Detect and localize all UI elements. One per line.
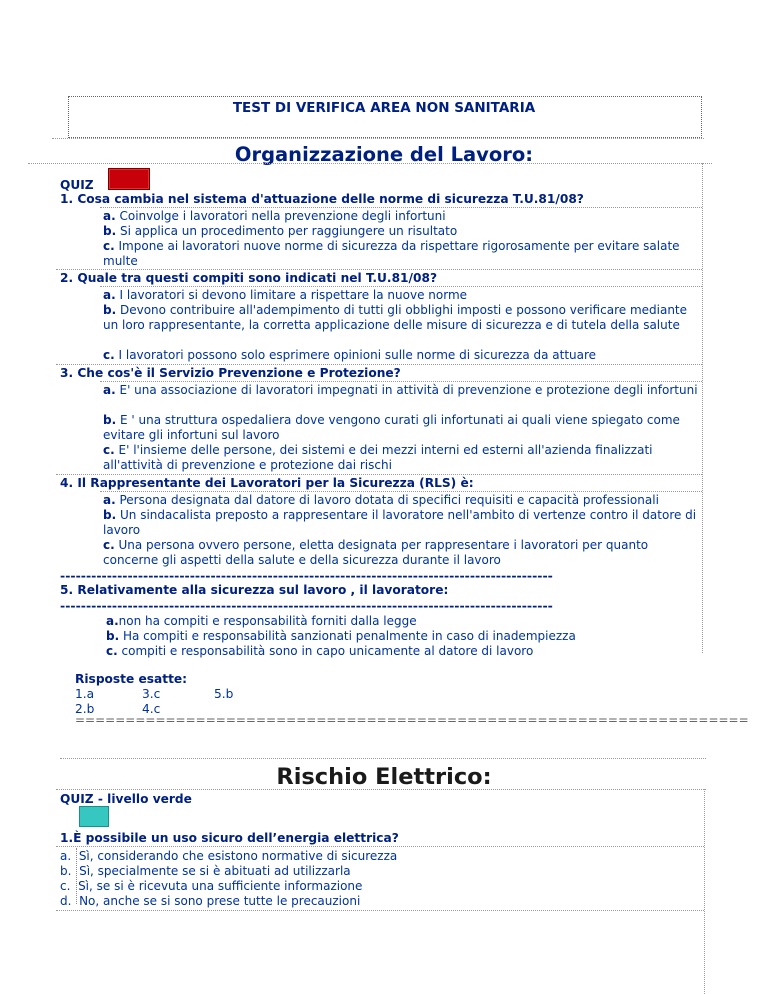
divider [56,364,702,365]
answer-key: 5.b [214,687,234,701]
page-title: TEST DI VERIFICA AREA NON SANITARIA [232,100,536,116]
quiz-label: QUIZ [60,178,94,192]
dashed-separator: ----------------------------------------------------------------------------------------------- [60,598,553,613]
divider [704,789,705,994]
divider [56,789,706,790]
question-3: 3. Che cos'è il Servizio Prevenzione e Protezione? [60,366,401,380]
answer-1b: b. Si applica un procedimento per raggiungere un risultato [103,224,458,238]
answer-1a: a. Coinvolge i lavoratori nella prevenzione degli infortuni [103,209,446,223]
section-title-rischio: Rischio Elettrico: [276,764,492,790]
option-c: c. Sì, se si è ricevuta una sufficiente informazione [60,879,363,893]
quiz-label: QUIZ - livello verde [60,792,192,806]
answer-2a: a. I lavoratori si devono limitare a rispettare la nuove norme [103,288,468,302]
answer-5b: b. Ha compiti e responsabilità sanzionati penalmente in caso di inadempiezza [106,629,576,643]
divider [56,269,702,270]
divider [56,846,704,847]
question-1: 1. Cosa cambia nel sistema d'attuazione delle norme di sicurezza T.U.81/08? [60,192,584,206]
answer-4c: c. Una persona ovvero persone, eletta designata per rappresentare i lavoratori per quanto concerne gli aspetti della salute e della sicurezza durante il lavoro [103,538,649,568]
divider [56,474,702,475]
answer-3a: a. E' una associazione di lavoratori impegnati in attività di prevenzione e protezione degli infortuni [103,383,698,397]
quiz-button[interactable] [108,168,150,190]
option-a: a. Sì, considerando che esistono normative di sicurezza [60,849,398,863]
question-5: 5. Relativamente alla sicurezza sul lavoro , il lavoratore: [60,583,449,597]
divider [702,163,703,653]
answer-3c: c. E' l'insieme delle persone, dei sistemi e dei mezzi interni ed esterni all'azienda finalizzati all'attività di prevenzione e protezione dai rischi [103,443,653,473]
answer-4a: a. Persona designata dal datore di lavoro dotata di specifici requisiti e capacità professionali [103,493,659,507]
answer-2c: c. I lavoratori possono solo esprimere opinioni sulle norme di sicurezza da attuare [103,348,597,362]
divider [56,910,704,911]
answer-1c: c. Impone ai lavoratori nuove norme di sicurezza da rispettare rigorosamente per evitare salate multe [103,239,680,269]
question-1: 1.È possibile un uso sicuro dell’energia elettrica? [60,831,399,845]
answer-key: 2.b [75,702,95,716]
section-title-organizzazione: Organizzazione del Lavoro: [234,143,534,166]
answer-2b: b. Devono contribuire all'adempimento di tutti gli obblighi imposti e possono verificare mediante un loro rappresentante, la corretta applicazione delle misure di sicurezza e di tutela della salute [103,303,688,333]
divider [100,491,702,492]
question-4: 4. Il Rappresentante dei Lavoratori per la Sicurezza (RLS) è: [60,476,474,490]
divider [60,758,706,759]
equals-separator: =================================================================== [75,713,749,727]
question-2: 2. Quale tra questi compiti sono indicati nel T.U.81/08? [60,271,438,285]
dashed-separator: ----------------------------------------------------------------------------------------------- [60,568,553,583]
answer-5a: a.non ha compiti e responsabilità forniti dalla legge [106,614,417,628]
answer-5c: c. compiti e responsabilità sono in capo unicamente al datore di lavoro [106,644,534,658]
divider [100,286,702,287]
divider [52,138,704,139]
answer-key: 3.c [142,687,161,701]
answer-key: 1.a [75,687,95,701]
quiz-level-button[interactable] [79,806,109,827]
answer-3b: b. E ' una struttura ospedaliera dove vengono curati gli infortunati ai quali viene spiegato come evitare gli infortuni sul lavoro [103,413,680,443]
answer-key: 4.c [142,702,161,716]
divider [100,381,702,382]
divider [100,207,702,208]
option-d: d. No, anche se si sono prese tutte le precauzioni [60,894,361,908]
option-b: b. Sì, specialmente se si è abituati ad utilizzarla [60,864,351,878]
answers-label: Risposte esatte: [75,672,188,686]
answer-4b: b. Un sindacalista preposto a rappresentare il lavoratore nell'ambito di vertenze contro il datore di lavoro [103,508,697,538]
divider [28,163,712,164]
